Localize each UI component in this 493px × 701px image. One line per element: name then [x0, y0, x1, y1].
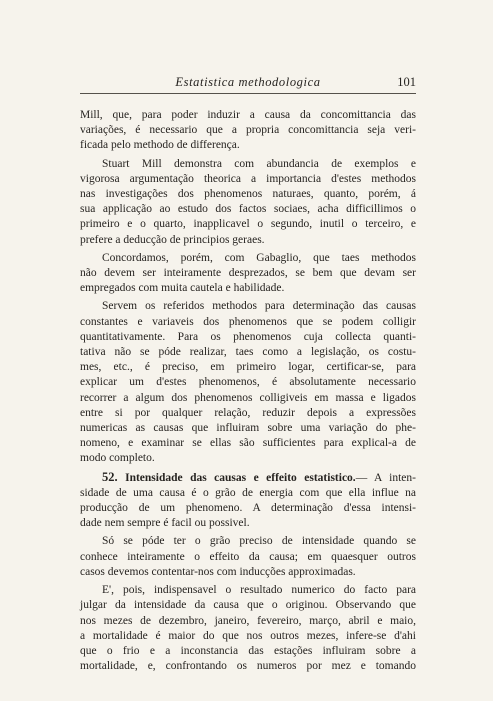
text-line: nas investigações dos phenomenos naturaes, quanto, porém, á [80, 188, 416, 201]
text-line: que o frio e a inconstancia das estações influiram sobre a [80, 644, 416, 657]
text-line: numericas as causas que influiram sobre uma variação do phe- [80, 422, 416, 435]
text-line: primeiro e o quarto, inapplicavel o segundo, inutil o terceiro, e [80, 218, 416, 231]
text-line: explicar um d'estes phenomenos, é absolutamente necessario [80, 376, 416, 389]
text-line: Mill, que, para poder induzir a causa da concomittancia das [80, 109, 416, 121]
text-line: entre si por qualquer relação, reduzir depois a expressões [80, 406, 416, 419]
text-line: Concordamos, porém, com Gabaglio, que taes methodos [102, 251, 416, 264]
text-line: quantitativamente. Para os phenomenos cuja collecta quanti- [80, 330, 416, 343]
text-line: casos devemos contentar-nos com inducções approximadas. [80, 565, 356, 578]
section-heading-line [80, 470, 416, 486]
text-line: nos mezes de dezembro, janeiro, fevereiro, março, abril e maio, [80, 614, 416, 627]
text-line: mortalidade, e, confrontando os numeros por mez e tomando [80, 660, 416, 673]
page-header [80, 73, 416, 94]
text-line: constantes e variaveis dos phenomenos que se podem colligir [80, 315, 416, 328]
text-line: tativa não se póde realizar, taes como a legislação, os costu- [80, 346, 416, 359]
text-line: modo completo. [80, 452, 155, 465]
text-line: producção de um phenomeno. A determinação d'essa intensi- [80, 502, 416, 515]
running-title: Estatistica methodologica [175, 75, 321, 89]
paragraph-7 [80, 583, 416, 674]
text-line: empregados com muita cautela e habilidade. [80, 282, 285, 295]
text-line: sua applicação ao estudo dos factos sociaes, acha difficillimos o [80, 203, 416, 216]
section-52 [80, 470, 416, 532]
text-line: dade nem sempre é facil ou possivel. [80, 517, 250, 530]
paragraph-1 [80, 108, 416, 154]
text-line: julgar da intensidade da causa que o originou. Observando que [80, 599, 416, 612]
text-line: não devem ser inteiramente desprezados, se bem que devam ser [80, 267, 416, 280]
text-line: E', pois, indispensavel o resultado numerico do facto para [102, 584, 416, 597]
text-line: sidade de uma causa é o grão de energia com que ella influe na [80, 486, 416, 499]
paragraph-3 [80, 251, 416, 297]
text-line: variações, é necessario que a propria concomittancia seja veri- [80, 124, 416, 137]
text-line: conhece inteiramente o effeito da causa; em quaesquer outros [80, 550, 416, 563]
text-line: recorrer a algum dos phenomenos colligiveis em massa e ligados [80, 391, 416, 404]
section-heading: Intensidade das causas e effeito estatistico. [125, 471, 356, 484]
text-line: prefere a deducção de principios geraes. [80, 233, 265, 246]
paragraph-6 [80, 534, 416, 580]
section-heading-tail: — A inten- [355, 471, 416, 484]
paragraph-4 [80, 299, 416, 466]
text-line: ficada pelo methodo de differença. [80, 139, 240, 152]
text-line: Stuart Mill demonstra com abundancia de exemplos e [102, 157, 416, 170]
text-line: mes, etc., é preciso, em primeiro logar, certificar-se, para [80, 361, 416, 374]
text-line: a mortalidade é maior do que nos outros mezes, infere-se d'ahi [80, 629, 416, 642]
text-line: vigorosa argumentação theorica a importancia d'estes methodos [80, 172, 416, 185]
text-line: Só se póde ter o grão preciso de intensidade quando se [102, 535, 416, 548]
section-number: 52. [102, 469, 118, 484]
body-text [80, 108, 416, 677]
page-number: 101 [397, 75, 416, 89]
paragraph-2 [80, 157, 416, 248]
text-line: Servem os referidos methodos para determinação das causas [102, 300, 416, 313]
text-line: nomeno, e examinar se ellas são sufficientes para explical-a de [80, 437, 416, 450]
